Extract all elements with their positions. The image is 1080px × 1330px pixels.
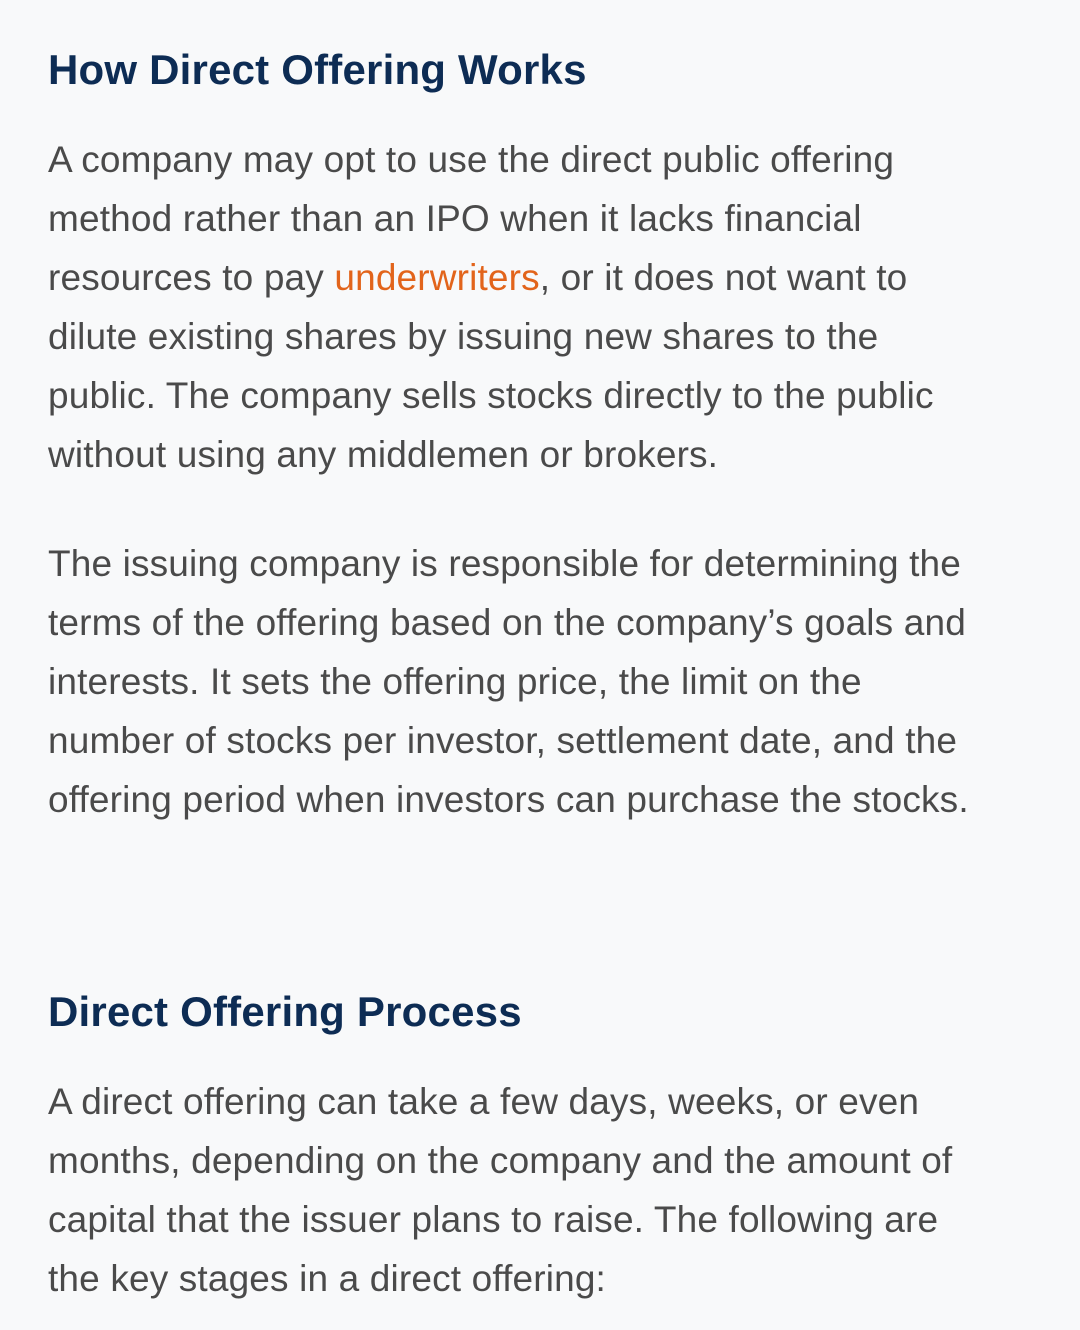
paragraph-line: capital that the issuer plans to raise. The following are: [48, 1199, 939, 1240]
paragraph-line: terms of the offering based on the company’s goals and: [48, 602, 966, 643]
text-segment: , or it does not want to: [539, 257, 908, 298]
paragraph-issuer-responsibilities: [48, 534, 969, 829]
paragraph-line: interests. It sets the offering price, the limit on the: [48, 661, 862, 702]
text-segment: resources to pay: [48, 257, 335, 298]
paragraph-line: method rather than an IPO when it lacks financial: [48, 198, 862, 239]
paragraph-line: months, depending on the company and the amount of: [48, 1140, 953, 1181]
paragraph-line: A direct offering can take a few days, weeks, or even: [48, 1081, 920, 1122]
paragraph-process-intro: [48, 1072, 952, 1308]
paragraph-line: offering period when investors can purchase the stocks.: [48, 779, 969, 820]
paragraph-direct-offering-intro: [48, 130, 934, 484]
section-heading-direct-offering-process: Direct Offering Process: [48, 988, 522, 1035]
paragraph-line: the key stages in a direct offering:: [48, 1258, 606, 1299]
paragraph-line: The issuing company is responsible for determining the: [48, 543, 962, 584]
paragraph-line: without using any middlemen or brokers.: [48, 434, 719, 475]
paragraph-line: number of stocks per investor, settlement date, and the: [48, 720, 958, 761]
section-heading-how-direct-offering-works: How Direct Offering Works: [48, 46, 587, 93]
paragraph-line: A company may opt to use the direct public offering: [48, 139, 895, 180]
paragraph-line: dilute existing shares by issuing new shares to the: [48, 316, 879, 357]
underwriters-link[interactable]: underwriters: [334, 257, 540, 298]
paragraph-line: public. The company sells stocks directly to the public: [48, 375, 934, 416]
paragraph-line: [48, 248, 934, 307]
